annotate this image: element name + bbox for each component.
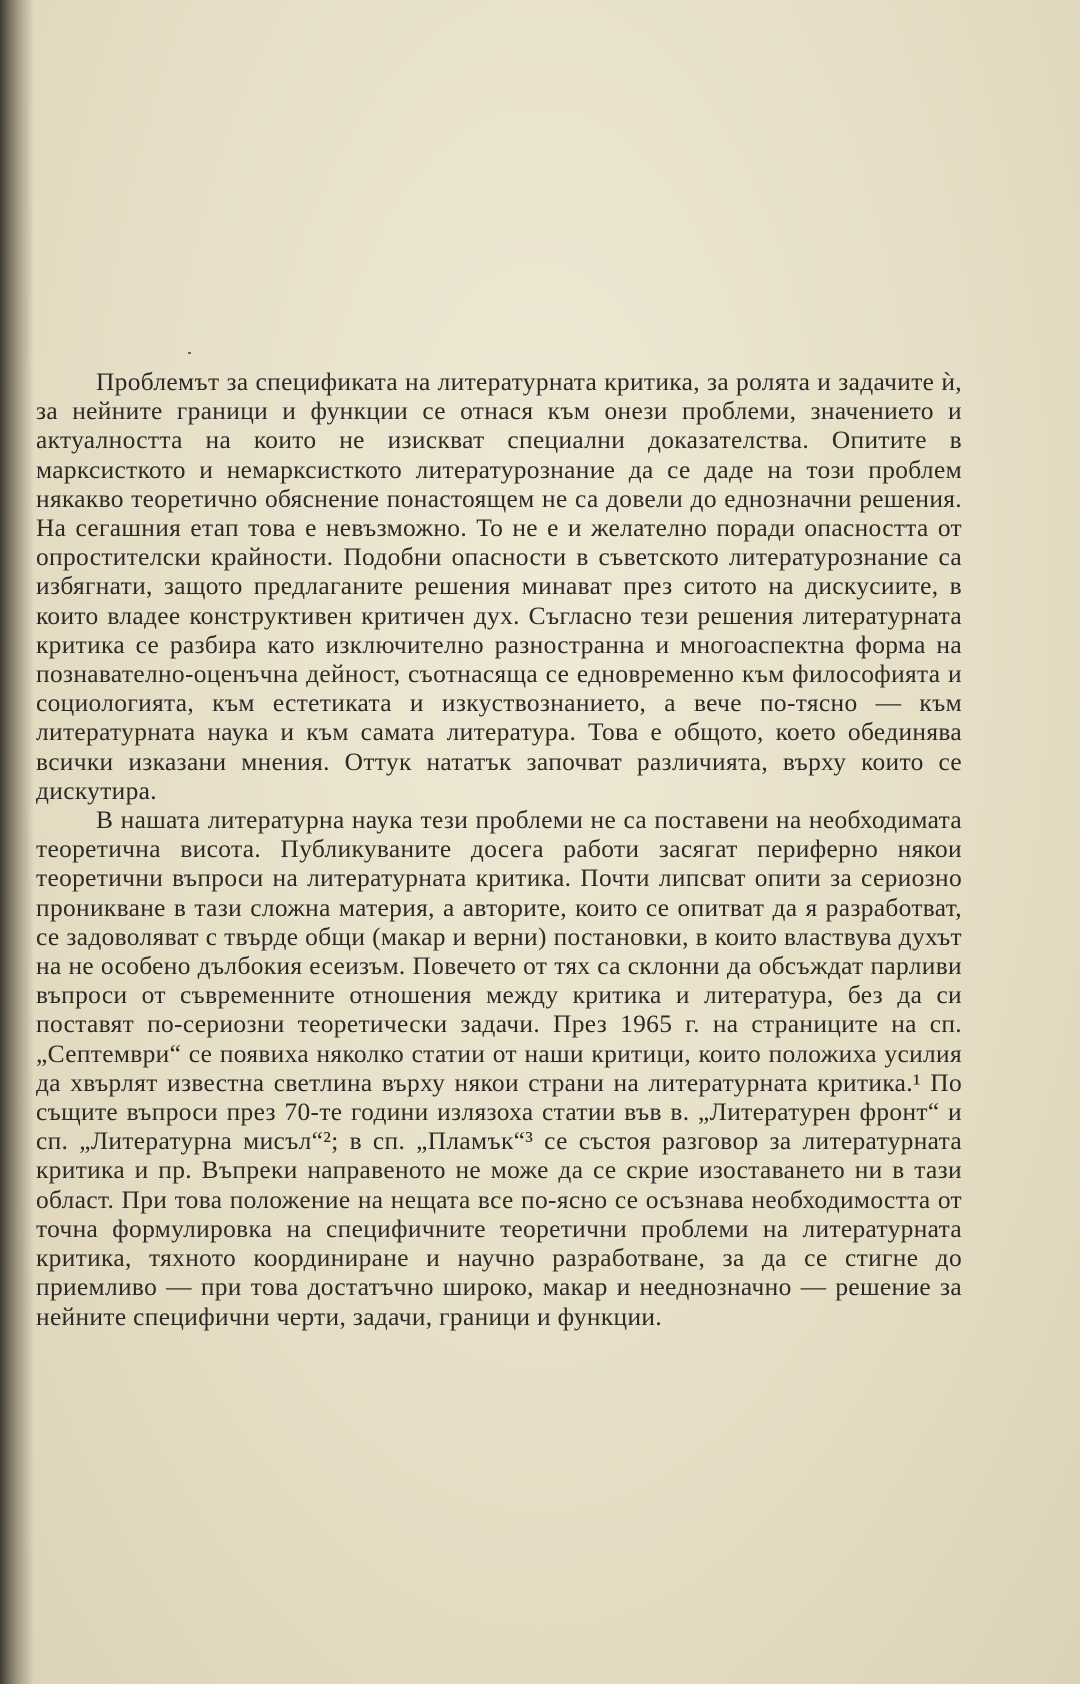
paragraph-1: Проблемът за спецификата на литературната критика, за ролята и задачите ѝ, за нейните граници и функции се отнася към онези проблеми, значението и актуалността на които не изискват специални доказателства. Опитите в марксисткото и немарксисткото литературознание да се даде на този проблем някакво теоретично обяснение понастоящем не са довели до еднозначни решения. На сегашния етап това е невъзможно. То не е и желателно поради опасността от опростителски крайности. Подобни опасности в съветското литературознание са избягнати, защото предлаганите решения минават през ситото на дискусиите, в които владее конструктивен критичен дух. Съгласно тези решения литературната критика се разбира като изключително разностранна и многоаспектна форма на познавателно-оценъчна дейност, съотнасяща се едновременно към философията и социологията, към естетиката и изкуствознанието, а вече по-тясно — към литературната наука и към самата литература. Това е общото, което обединява всички изказани мнения. Оттук нататък започват различията, върху които се дискутира.: [36, 368, 962, 805]
page-spine-shadow: [0, 0, 34, 1684]
scan-speck: [188, 352, 191, 354]
paragraph-2: В нашата литературна наука тези проблеми не са поставени на необходимата теоретична висота. Публикуваните досега работи засягат периферно някои теоретични въпроси на литературната критика. Почти липсват опити за сериозно проникване в тази сложна материя, а авторите, които се опитват да я разработват, се задоволяват с твърде общи (макар и верни) постановки, в които властвува духът на не особено дълбокия есеизъм. Повечето от тях са склонни да обсъждат парливи въпроси от съвременните отношения между критика и литература, без да си поставят по-сериозни теоретически задачи. През 1965 г. на страниците на сп. „Септември“ се появиха няколко статии от наши критици, които положиха усилия да хвърлят известна светлина върху някои страни на литературната критика.¹ По същите въпроси през 70-те години излязоха статии във в. „Литературен фронт“ и сп. „Литературна мисъл“²; в сп. „Пламък“³ се състоя разговор за литературната критика и пр. Въпреки направеното не може да се скрие изоставането ни в тази област. При това положение на нещата все по-ясно се осъзнава необходимостта от точна формулировка на специфичните теоретични проблеми на литературната критика, тяхното координиране и научно разработване, за да се стигне до приемливо — при това достатъчно широко, макар и нееднозначно — решение за нейните специфични черти, задачи, граници и функции.: [36, 806, 962, 1331]
book-page-body: [36, 368, 962, 1332]
